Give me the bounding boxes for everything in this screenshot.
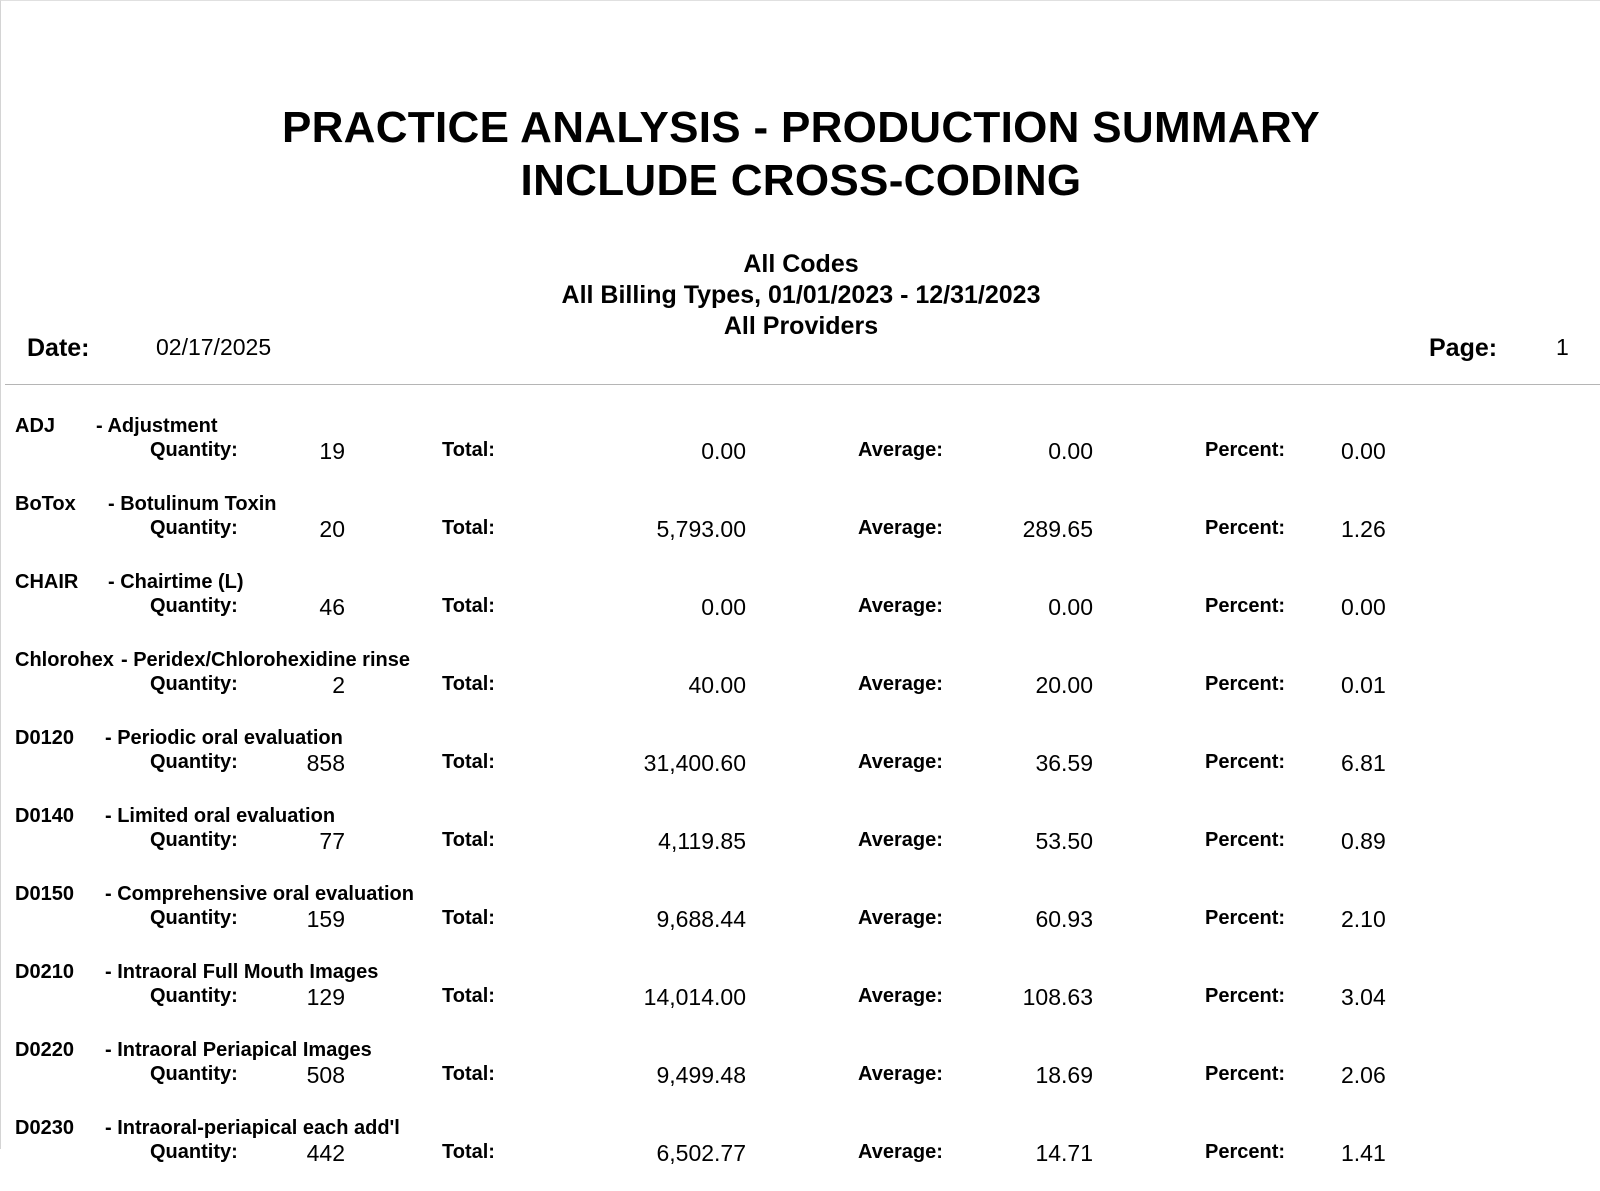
percent-value: 6.81 [1341,750,1386,776]
percent-label: Percent: [1205,439,1286,461]
total-value: 6,502.77 [656,1140,746,1166]
average-label: Average: [858,673,943,695]
percent-label: Percent: [1205,517,1286,539]
quantity-label: Quantity: [150,985,238,1007]
total-value: 31,400.60 [643,750,746,776]
procedure-entry [1,411,1600,489]
procedure-description: - Botulinum Toxin [108,493,277,515]
procedure-entry [1,489,1600,567]
average-value: 0.00 [1048,438,1093,464]
quantity-value: 19 [319,438,345,464]
total-label: Total: [442,1141,495,1163]
quantity-value: 159 [306,906,345,932]
percent-label: Percent: [1205,1141,1286,1163]
quantity-label: Quantity: [150,595,238,617]
percent-label: Percent: [1205,595,1286,617]
quantity-label: Quantity: [150,1141,238,1163]
total-label: Total: [442,1063,495,1085]
procedure-entry [1,957,1600,1035]
procedure-description: - Intraoral-periapical each add'l [105,1117,400,1139]
average-value: 18.69 [1035,1062,1093,1088]
average-label: Average: [858,985,943,1007]
procedure-code: D0230 [15,1117,74,1139]
average-label: Average: [858,1063,943,1085]
average-label: Average: [858,907,943,929]
average-value: 108.63 [1022,984,1093,1010]
procedure-code: Chlorohex [15,649,114,671]
report-title: PRACTICE ANALYSIS - PRODUCTION SUMMARY [281,103,1321,152]
quantity-value: 129 [306,984,345,1010]
percent-value: 0.00 [1341,594,1386,620]
percent-value: 0.01 [1341,672,1386,698]
procedure-entry [1,567,1600,645]
filter-providers: All Providers [723,312,879,340]
page-number: 1 [1556,334,1569,360]
procedure-description: - Periodic oral evaluation [105,727,343,749]
procedure-description: - Adjustment [96,415,218,437]
procedure-code: CHAIR [15,571,79,593]
procedure-description: - Peridex/Chlorohexidine rinse [121,649,410,671]
total-label: Total: [442,439,495,461]
procedure-code: D0140 [15,805,74,827]
total-label: Total: [442,907,495,929]
procedure-code: D0120 [15,727,74,749]
total-value: 9,688.44 [656,906,746,932]
total-value: 0.00 [701,594,746,620]
total-value: 4,119.85 [658,828,746,854]
average-value: 0.00 [1048,594,1093,620]
quantity-value: 2 [332,672,345,698]
average-value: 36.59 [1035,750,1093,776]
date-label: Date: [27,334,90,362]
quantity-value: 508 [306,1062,345,1088]
procedure-code: D0210 [15,961,74,983]
quantity-value: 858 [306,750,345,776]
percent-label: Percent: [1205,1063,1286,1085]
total-label: Total: [442,595,495,617]
procedure-entry [1,723,1600,801]
procedure-description: - Intraoral Periapical Images [105,1039,372,1061]
percent-value: 2.06 [1341,1062,1386,1088]
procedure-entry [1,1113,1600,1191]
average-label: Average: [858,751,943,773]
percent-label: Percent: [1205,907,1286,929]
percent-value: 1.41 [1341,1140,1386,1166]
procedure-description: - Intraoral Full Mouth Images [105,961,379,983]
percent-value: 2.10 [1341,906,1386,932]
percent-label: Percent: [1205,673,1286,695]
filter-codes: All Codes [743,250,859,278]
average-label: Average: [858,517,943,539]
procedure-description: - Limited oral evaluation [105,805,336,827]
quantity-label: Quantity: [150,439,238,461]
total-value: 5,793.00 [656,516,746,542]
total-value: 40.00 [688,672,746,698]
average-value: 14.71 [1035,1140,1093,1166]
total-label: Total: [442,673,495,695]
percent-value: 1.26 [1341,516,1386,542]
average-value: 289.65 [1022,516,1093,542]
procedure-code: D0150 [15,883,74,905]
procedure-code: ADJ [15,415,56,437]
quantity-label: Quantity: [150,517,238,539]
total-label: Total: [442,985,495,1007]
procedure-code: D0220 [15,1039,74,1061]
total-label: Total: [442,517,495,539]
average-label: Average: [858,439,943,461]
total-label: Total: [442,751,495,773]
average-value: 53.50 [1035,828,1093,854]
average-label: Average: [858,1141,943,1163]
page-label: Page: [1429,334,1498,362]
procedure-entry [1,801,1600,879]
percent-value: 0.89 [1341,828,1386,854]
quantity-value: 442 [306,1140,345,1166]
total-label: Total: [442,829,495,851]
percent-label: Percent: [1205,985,1286,1007]
procedure-entry [1,1035,1600,1113]
procedure-description: - Comprehensive oral evaluation [105,883,414,905]
total-value: 9,499.48 [656,1062,746,1088]
quantity-label: Quantity: [150,829,238,851]
procedure-list [1,411,1600,1191]
quantity-label: Quantity: [150,1063,238,1085]
percent-value: 0.00 [1341,438,1386,464]
average-value: 60.93 [1035,906,1093,932]
quantity-label: Quantity: [150,907,238,929]
percent-value: 3.04 [1341,984,1386,1010]
percent-label: Percent: [1205,751,1286,773]
average-label: Average: [858,595,943,617]
average-label: Average: [858,829,943,851]
procedure-description: - Chairtime (L) [108,571,244,593]
quantity-label: Quantity: [150,673,238,695]
procedure-entry [1,879,1600,957]
quantity-value: 77 [319,828,345,854]
procedure-code: BoTox [15,493,76,515]
date-value: 02/17/2025 [156,334,272,360]
report-subtitle: INCLUDE CROSS-CODING [520,156,1082,205]
header-divider [5,384,1600,385]
total-value: 14,014.00 [643,984,746,1010]
quantity-value: 20 [319,516,345,542]
quantity-label: Quantity: [150,751,238,773]
procedure-entry [1,645,1600,723]
total-value: 0.00 [701,438,746,464]
quantity-value: 46 [319,594,345,620]
filter-billing-date-range: All Billing Types, 01/01/2023 - 12/31/2023 [561,281,1041,309]
average-value: 20.00 [1035,672,1093,698]
percent-label: Percent: [1205,829,1286,851]
